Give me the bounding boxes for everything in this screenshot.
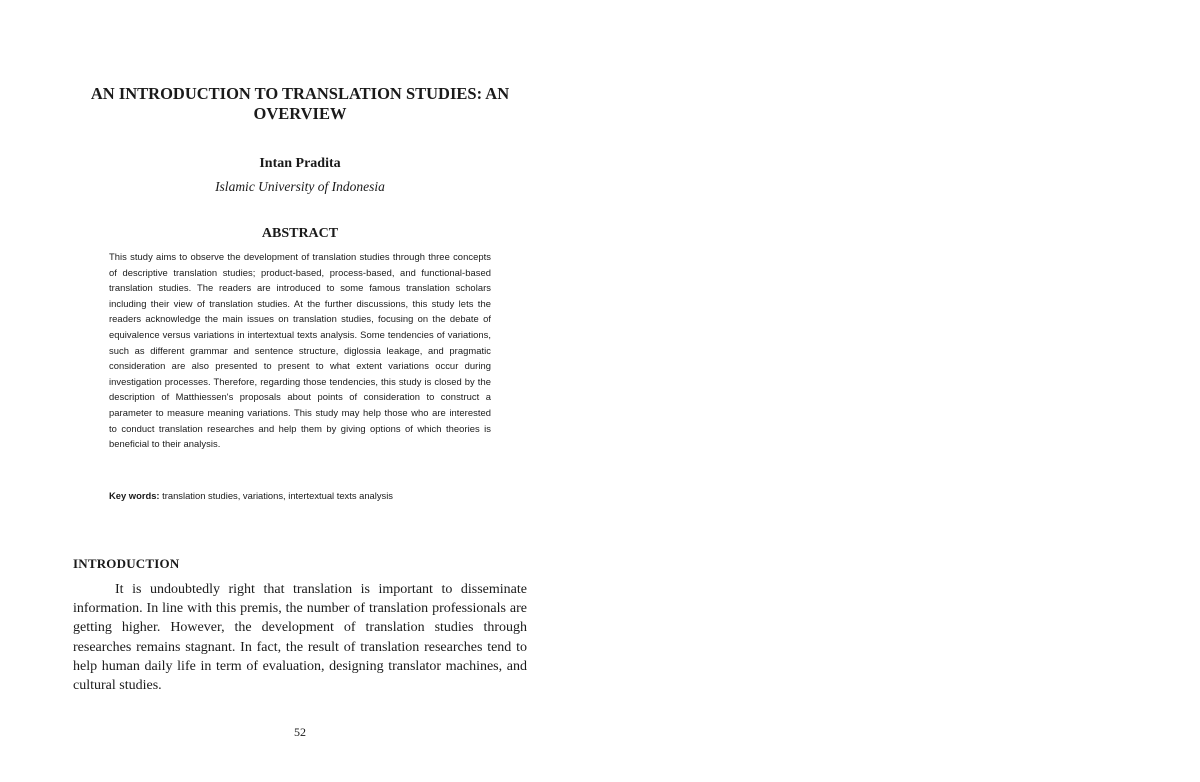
introduction-paragraph: It is undoubtedly right that translation is important to disseminate information. In line with this premis, the number of translation professionals are getting higher. However, the development of translation studies through researches remains stagnant. In fact, the result of translation researches tend to help human daily life in term of evaluation, designing translator machines, and cultural studies. <box>73 582 527 694</box>
abstract-text: This study aims to observe the development of translation studies through three concepts of descriptive translation studies; product-based, process-based, and functional-based translation studies. The readers are introduced to some famous translation scholars including their view of translation studies. At the further discussions, this study lets the readers acknowledge the main issues on translation studies, focusing on the debate of equivalence versus variations in intertextual texts analysis. Some tendencies of variations, such as different grammar and sentence structure, diglossia leakage, and pragmatic consideration are also presented to present to what extent variations occur during investigation processes. Therefore, regarding those tendencies, this study is closed by the description of Matthiessen's proposals about points of consideration to construct a parameter to measure meaning variations. This study may help those who are interested to conduct translation researches and help them by giving options of which theories is beneficial to their analysis. <box>109 251 491 450</box>
paper-title: AN INTRODUCTION TO TRANSLATION STUDIES: AN OVERVIEW <box>90 84 510 123</box>
keywords-text: translation studies, variations, intertextual texts analysis <box>162 490 393 501</box>
keywords-label: Key words: <box>109 490 160 501</box>
author-name: Intan Pradita <box>259 156 341 171</box>
author-affiliation: Islamic University of Indonesia <box>215 179 385 194</box>
page-number: 52 <box>294 725 306 739</box>
abstract-heading: ABSTRACT <box>261 226 339 241</box>
keywords-line <box>109 488 491 503</box>
introduction-heading: INTRODUCTION <box>73 556 180 571</box>
